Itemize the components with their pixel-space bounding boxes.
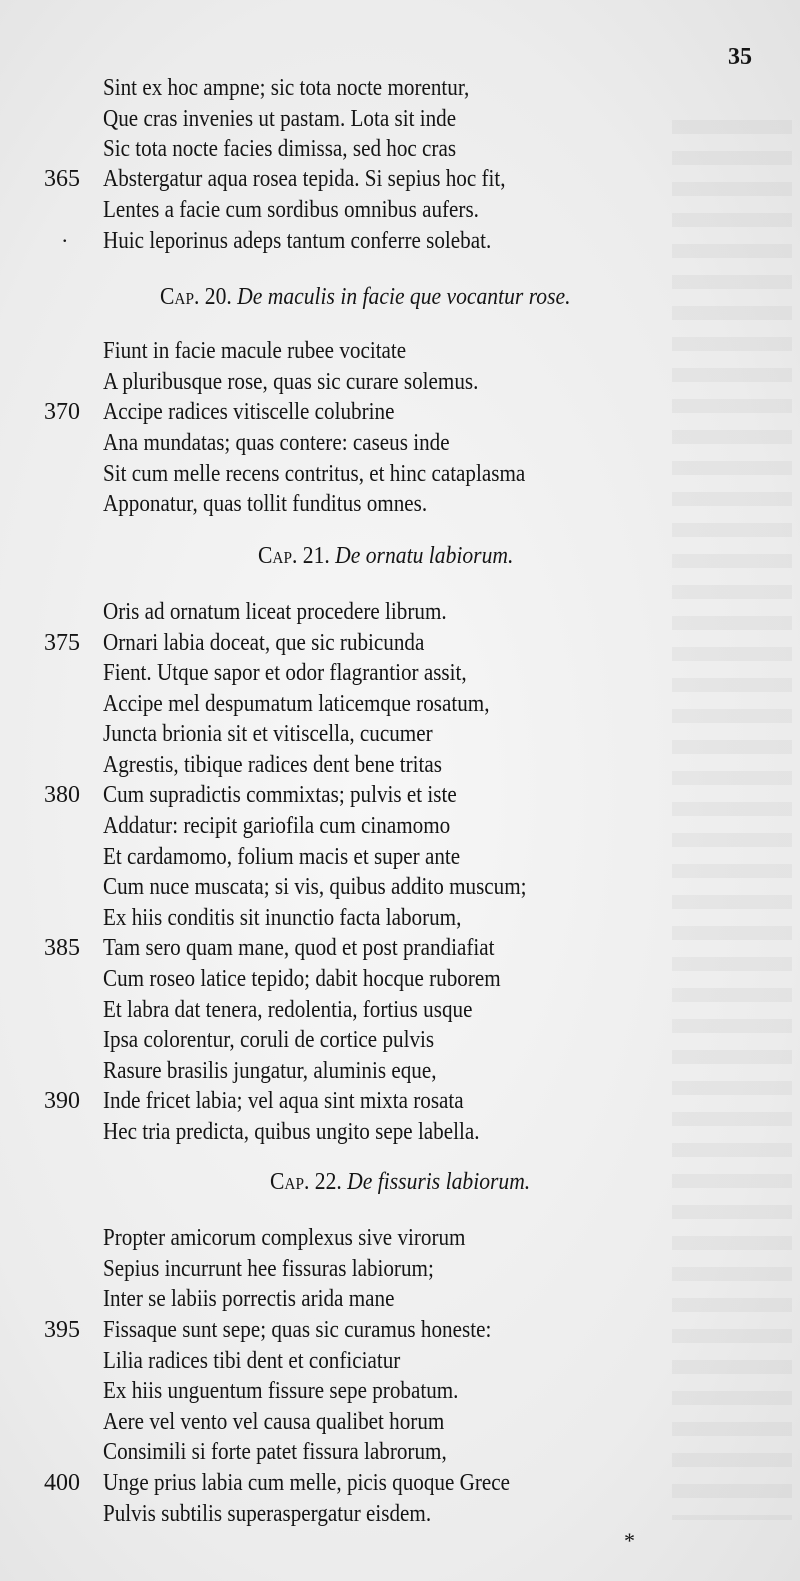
verse-line: Addatur: recipit gariofila cum cinamomo: [103, 813, 451, 839]
line-number-380: 380: [44, 782, 80, 808]
verse-line: Ex hiis unguentum fissure sepe probatum.: [103, 1378, 459, 1404]
verse-line: Huic leporinus adeps tantum conferre solebat.: [103, 228, 492, 254]
verse-line: Accipe radices vitiscelle colubrine: [103, 399, 395, 425]
chapter-heading-21: [258, 541, 513, 571]
end-asterisk: *: [624, 1528, 635, 1553]
line-number-375: 375: [44, 630, 80, 656]
verse-line: Tam sero quam mane, quod et post prandiafiat: [103, 935, 495, 961]
verse-line: Abstergatur aqua rosea tepida. Si sepius hoc fit,: [103, 166, 506, 192]
verse-line: Hec tria predicta, quibus ungito sepe labella.: [103, 1119, 480, 1145]
verse-line: Cum roseo latice tepido; dabit hocque ruborem: [103, 966, 501, 992]
verse-line: Cum nuce muscata; si vis, quibus addito muscum;: [103, 874, 527, 900]
verse-line: Accipe mel despumatum laticemque rosatum,: [103, 691, 490, 717]
verse-line: Consimili si forte patet fissura labrorum,: [103, 1439, 447, 1465]
verse-line: Unge prius labia cum melle, picis quoque Grece: [103, 1470, 511, 1496]
line-number-385: 385: [44, 935, 80, 961]
chapter-title: De maculis in facie que vocantur rose.: [237, 284, 571, 310]
line-number-400: 400: [44, 1470, 80, 1496]
verse-line: Inter se labiis porrectis arida mane: [103, 1286, 395, 1312]
line-number-390: 390: [44, 1088, 80, 1114]
verse-line: Sic tota nocte facies dimissa, sed hoc cras: [103, 136, 457, 162]
verse-line: Cum supradictis commixtas; pulvis et iste: [103, 782, 457, 808]
verse-line: Fiunt in facie macule rubee vocitate: [103, 338, 407, 364]
verse-line: Ex hiis conditis sit inunctio facta laborum,: [103, 905, 462, 931]
verse-line: Rasure brasilis jungatur, aluminis eque,: [103, 1058, 437, 1084]
verse-line: A pluribusque rose, quas sic curare solemus.: [103, 369, 479, 395]
verse-line: Fient. Utque sapor et odor flagrantior assit,: [103, 660, 467, 686]
verse-line: Fissaque sunt sepe; quas sic curamus honeste:: [103, 1317, 492, 1343]
verse-line: Pulvis subtilis superaspergatur eisdem.: [103, 1501, 432, 1527]
bleed-through-text: [672, 120, 792, 1520]
verse-line: Ana mundatas; quas contere: caseus inde: [103, 430, 450, 456]
verse-line: Lentes a facie cum sordibus omnibus aufers.: [103, 197, 479, 223]
verse-line: Propter amicorum complexus sive virorum: [103, 1225, 466, 1251]
line-number-370: 370: [44, 399, 80, 425]
chapter-title: De fissuris labiorum.: [347, 1169, 531, 1195]
chapter-heading-22: [270, 1167, 530, 1197]
verse-line: Sint ex hoc ampne; sic tota nocte morentur,: [103, 75, 470, 101]
margin-dot: .: [62, 222, 68, 247]
verse-line: Inde fricet labia; vel aqua sint mixta rosata: [103, 1088, 464, 1114]
verse-line: Et labra dat tenera, redolentia, fortius usque: [103, 997, 473, 1023]
verse-line: Oris ad ornatum liceat procedere librum.: [103, 599, 447, 625]
verse-line: Ipsa colorentur, coruli de cortice pulvis: [103, 1027, 435, 1053]
chapter-number: Cap. 20.: [160, 284, 232, 310]
line-number-365: 365: [44, 166, 80, 192]
verse-line: Lilia radices tibi dent et conficiatur: [103, 1348, 401, 1374]
verse-line: Agrestis, tibique radices dent bene tritas: [103, 752, 442, 778]
chapter-number: Cap. 22.: [270, 1169, 342, 1195]
verse-line: Apponatur, quas tollit funditus omnes.: [103, 491, 428, 517]
verse-line: Sepius incurrunt hee fissuras labiorum;: [103, 1256, 434, 1282]
page-number: 35: [728, 44, 752, 70]
verse-line: Ornari labia doceat, que sic rubicunda: [103, 630, 425, 656]
verse-line: Sit cum melle recens contritus, et hinc cataplasma: [103, 461, 526, 487]
chapter-number: Cap. 21.: [258, 543, 330, 569]
verse-line: Juncta brionia sit et vitiscella, cucumer: [103, 721, 433, 747]
line-number-395: 395: [44, 1317, 80, 1343]
chapter-heading-20: [160, 282, 570, 312]
verse-line: Et cardamomo, folium macis et super ante: [103, 844, 461, 870]
verse-line: Aere vel vento vel causa qualibet horum: [103, 1409, 445, 1435]
verse-line: Que cras invenies ut pastam. Lota sit inde: [103, 106, 457, 132]
chapter-title: De ornatu labiorum.: [335, 543, 514, 569]
